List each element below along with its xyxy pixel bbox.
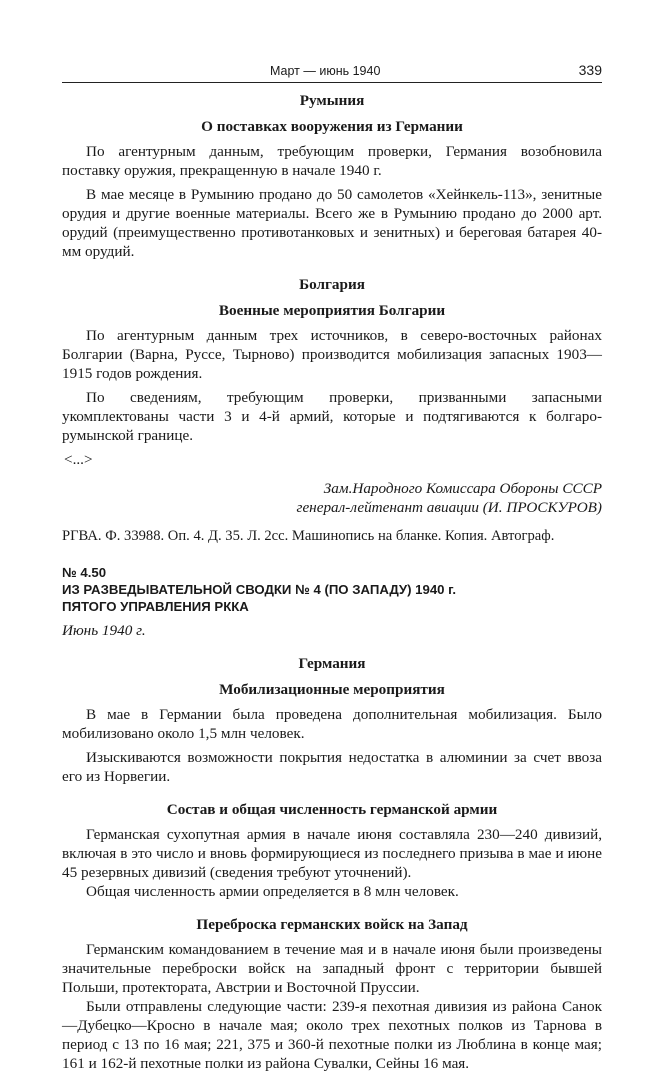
section-title-germany: Германия bbox=[298, 655, 366, 672]
document-number: № 4.50 bbox=[62, 565, 107, 580]
subsection-title: Переброска германских войск на Запад bbox=[196, 916, 468, 933]
paragraph: Общая численность армии определяется в 8 млн человек. bbox=[86, 883, 459, 900]
running-title: Март — июнь 1940 bbox=[270, 64, 381, 78]
document-title-line1: ИЗ РАЗВЕДЫВАТЕЛЬНОЙ СВОДКИ № 4 (ПО ЗАПАДУ) 1940 г. bbox=[62, 582, 456, 597]
paragraph: По агентурным данным трех источников, в северо-восточных районах Болгарии (Варна, Руссе, Тырново) производится мобилизация запасных 1903—1915 годов рождения. bbox=[62, 327, 602, 382]
signature-name: генерал-лейтенант авиации (И. ПРОСКУРОВ) bbox=[296, 499, 602, 516]
section-subtitle-romania: О поставках вооружения из Германии bbox=[201, 118, 463, 135]
signature-position: Зам.Народного Комиссара Обороны СССР bbox=[323, 480, 602, 497]
section-bulgaria bbox=[62, 275, 602, 469]
section-subtitle-bulgaria: Военные мероприятия Болгарии bbox=[218, 302, 446, 319]
paragraph: Изыскиваются возможности покрытия недостатка в алюминии за счет ввоза его из Норвегии. bbox=[62, 749, 602, 785]
paragraph: Германским командованием в течение мая и в начале июня были произведены значительные переброски войск на западный фронт с территории бывшей Польши, протектората, Австрии и Восточной Пруссии. bbox=[62, 941, 602, 996]
paragraph: По сведениям, требующим проверки, призванными запасными укомплектованы части 3 и 4-й армий, которые и подтягиваются к болгаро-румынской границе. bbox=[62, 389, 602, 444]
paragraph: В мае в Германии была проведена дополнительная мобилизация. Было мобилизовано около 1,5 млн человек. bbox=[62, 706, 602, 742]
running-header bbox=[62, 60, 602, 83]
page-number: 339 bbox=[578, 62, 602, 78]
paragraph: Германская сухопутная армия в начале июня составляла 230—240 дивизий, включая в это число и вновь формирующиеся из последнего призыва в мае и июне 45 резервных дивизий (сведения требуют уточнений). bbox=[62, 826, 602, 881]
section-title-romania: Румыния bbox=[299, 92, 365, 109]
paragraph: В мае месяце в Румынию продано до 50 самолетов «Хейнкель-113», зенитные орудия и другие военные материалы. Всего же в Румынию продано до 2000 арт. орудий (преимущественно противотанковых и зенитных) и береговая батарея 40-мм орудий. bbox=[62, 186, 602, 260]
paragraph: По агентурным данным, требующим проверки, Германия возобновила поставку оружия, прекращенную в начале 1940 г. bbox=[62, 143, 602, 179]
signature-block bbox=[62, 479, 602, 517]
document-date: Июнь 1940 г. bbox=[62, 622, 146, 639]
page-content bbox=[62, 91, 602, 1073]
document-title-line2: ПЯТОГО УПРАВЛЕНИЯ РККА bbox=[62, 599, 249, 614]
section-germany bbox=[62, 654, 602, 1073]
paragraph: Были отправлены следующие части: 239-я пехотная дивизия из района Санок—Дубецко—Кросно в начале мая; около трех пехотных полков из Тарнова в период с 13 по 16 мая; 221, 375 и 360-й пехотные полки из Люблина в конце мая; 161 и 162-й пехотные полки из района Сувалки, Сейны 16 мая. bbox=[62, 998, 602, 1072]
section-romania bbox=[62, 91, 602, 261]
section-title-bulgaria: Болгария bbox=[299, 276, 365, 293]
omission-mark: <...> bbox=[64, 451, 93, 468]
archive-source: РГВА. Ф. 33988. Оп. 4. Д. 35. Л. 2сс. Машинопись на бланке. Копия. Автограф. bbox=[62, 528, 555, 544]
subsection-title: Мобилизационные мероприятия bbox=[219, 681, 445, 698]
subsection-title: Состав и общая численность германской армии bbox=[166, 801, 498, 818]
